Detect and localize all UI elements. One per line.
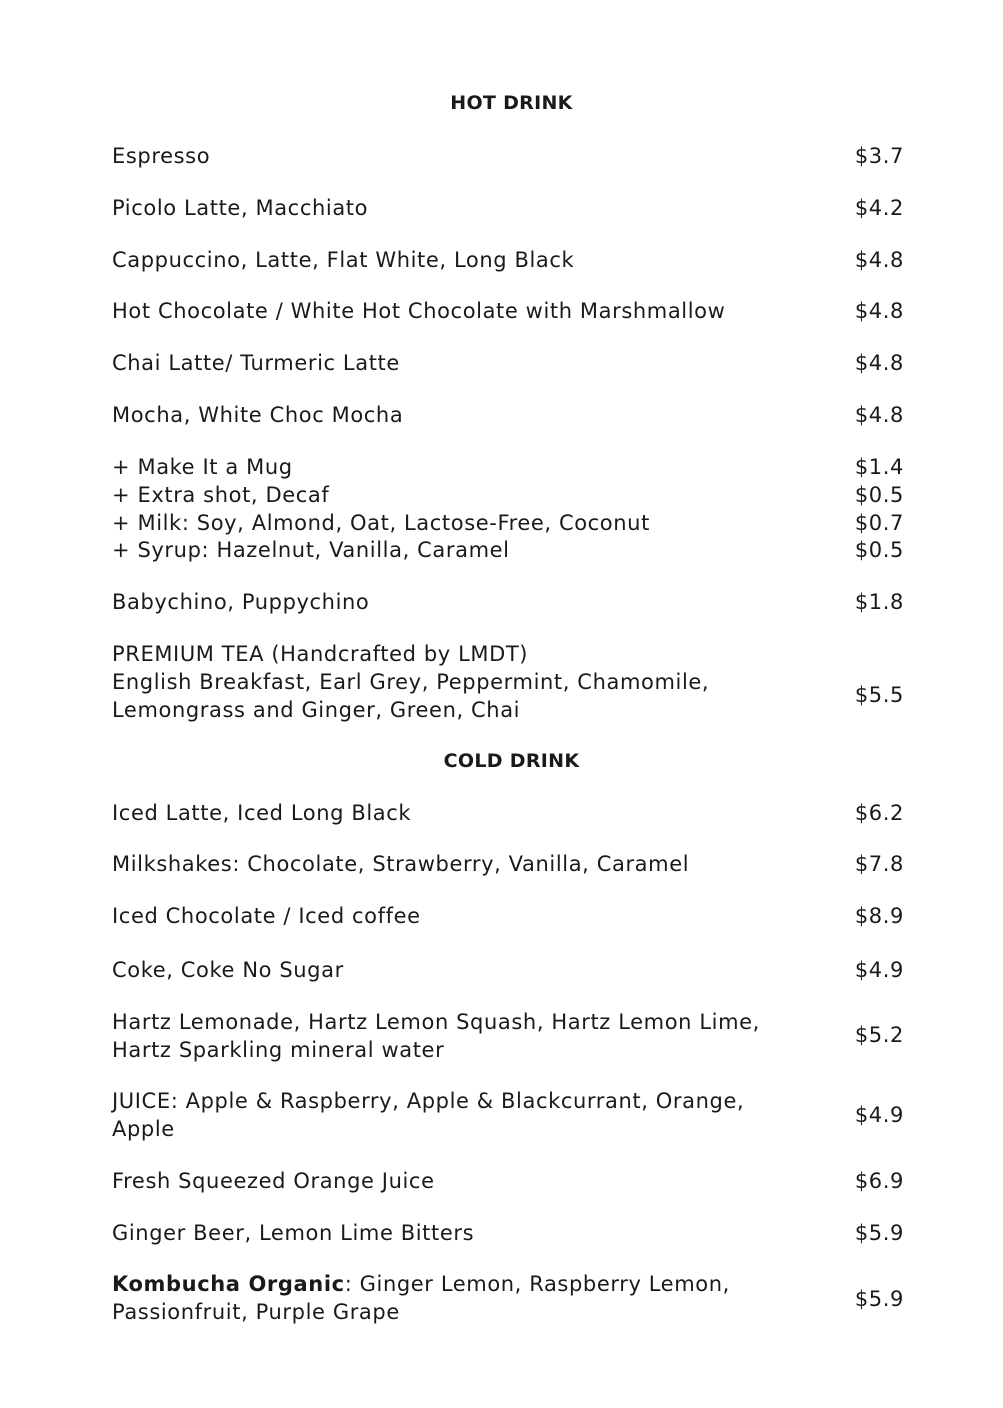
item-name: Cappuccino, Latte, Flat White, Long Black xyxy=(112,248,575,272)
item-name: Fresh Squeezed Orange Juice xyxy=(112,1169,435,1193)
item-price: $5.5 xyxy=(854,683,904,707)
menu-item-premium-tea xyxy=(112,640,904,724)
item-price: $6.9 xyxy=(854,1169,904,1193)
item-price: $0.5 xyxy=(854,538,904,562)
item-price: $4.8 xyxy=(854,299,904,323)
item-name-bold: Kombucha Organic xyxy=(112,1272,345,1296)
hot-drink-heading: HOT DRINK xyxy=(450,92,573,114)
item-name: Chai Latte/ Turmeric Latte xyxy=(112,351,400,375)
item-name: Ginger Beer, Lemon Lime Bitters xyxy=(112,1221,475,1245)
item-name xyxy=(112,1008,827,1064)
item-price: $4.9 xyxy=(854,1103,904,1127)
item-price: $7.8 xyxy=(854,852,904,876)
item-price: $6.2 xyxy=(854,801,904,825)
item-price: $3.7 xyxy=(854,144,904,168)
item-name-rest: : Ginger Lemon, Raspberry Lemon, xyxy=(344,1272,730,1296)
item-name: Espresso xyxy=(112,144,211,168)
item-price: $4.2 xyxy=(854,196,904,220)
item-price: $5.9 xyxy=(854,1287,904,1311)
item-name-line: Lemongrass and Ginger, Green, Chai xyxy=(112,698,521,722)
item-name: + Syrup: Hazelnut, Vanilla, Caramel xyxy=(112,538,510,562)
item-price: $5.9 xyxy=(854,1221,904,1245)
item-name xyxy=(112,1087,827,1143)
item-price: $4.8 xyxy=(854,351,904,375)
item-name-line: Apple xyxy=(112,1117,175,1141)
item-name: Iced Chocolate / Iced coffee xyxy=(112,904,421,928)
item-name: Hot Chocolate / White Hot Chocolate with Marshmallow xyxy=(112,299,726,323)
item-price: $4.9 xyxy=(854,958,904,982)
item-price: $1.4 xyxy=(854,455,904,479)
menu-item-kombucha xyxy=(112,1270,904,1326)
item-name: + Make It a Mug xyxy=(112,455,293,479)
item-name: Coke, Coke No Sugar xyxy=(112,958,344,982)
item-name: Iced Latte, Iced Long Black xyxy=(112,801,412,825)
item-price: $1.8 xyxy=(854,590,904,614)
item-name: + Extra shot, Decaf xyxy=(112,483,330,507)
item-name: Picolo Latte, Macchiato xyxy=(112,196,369,220)
menu-item-hartz xyxy=(112,1008,904,1064)
cold-drink-heading: COLD DRINK xyxy=(443,750,580,772)
item-name-line: Hartz Sparkling mineral water xyxy=(112,1038,445,1062)
item-price: $5.2 xyxy=(854,1023,904,1047)
item-name-line: PREMIUM TEA (Handcrafted by LMDT) xyxy=(112,642,529,666)
item-name xyxy=(112,1270,827,1326)
item-name-line: Passionfruit, Purple Grape xyxy=(112,1300,400,1324)
item-name: Milkshakes: Chocolate, Strawberry, Vanilla, Caramel xyxy=(112,852,690,876)
item-name-line: English Breakfast, Earl Grey, Peppermint, Chamomile, xyxy=(112,670,710,694)
item-name-line xyxy=(112,1270,827,1298)
item-name: Mocha, White Choc Mocha xyxy=(112,403,404,427)
item-price: $8.9 xyxy=(854,904,904,928)
item-name xyxy=(112,640,827,724)
item-price: $4.8 xyxy=(854,403,904,427)
item-name: + Milk: Soy, Almond, Oat, Lactose-Free, Coconut xyxy=(112,511,650,535)
item-price: $0.5 xyxy=(854,483,904,507)
item-price: $0.7 xyxy=(854,511,904,535)
menu-item-juice xyxy=(112,1087,904,1143)
item-name-line: JUICE: Apple & Raspberry, Apple & Blackcurrant, Orange, xyxy=(112,1089,745,1113)
item-name-line: Hartz Lemonade, Hartz Lemon Squash, Hartz Lemon Lime, xyxy=(112,1010,760,1034)
item-name: Babychino, Puppychino xyxy=(112,590,370,614)
item-price: $4.8 xyxy=(854,248,904,272)
